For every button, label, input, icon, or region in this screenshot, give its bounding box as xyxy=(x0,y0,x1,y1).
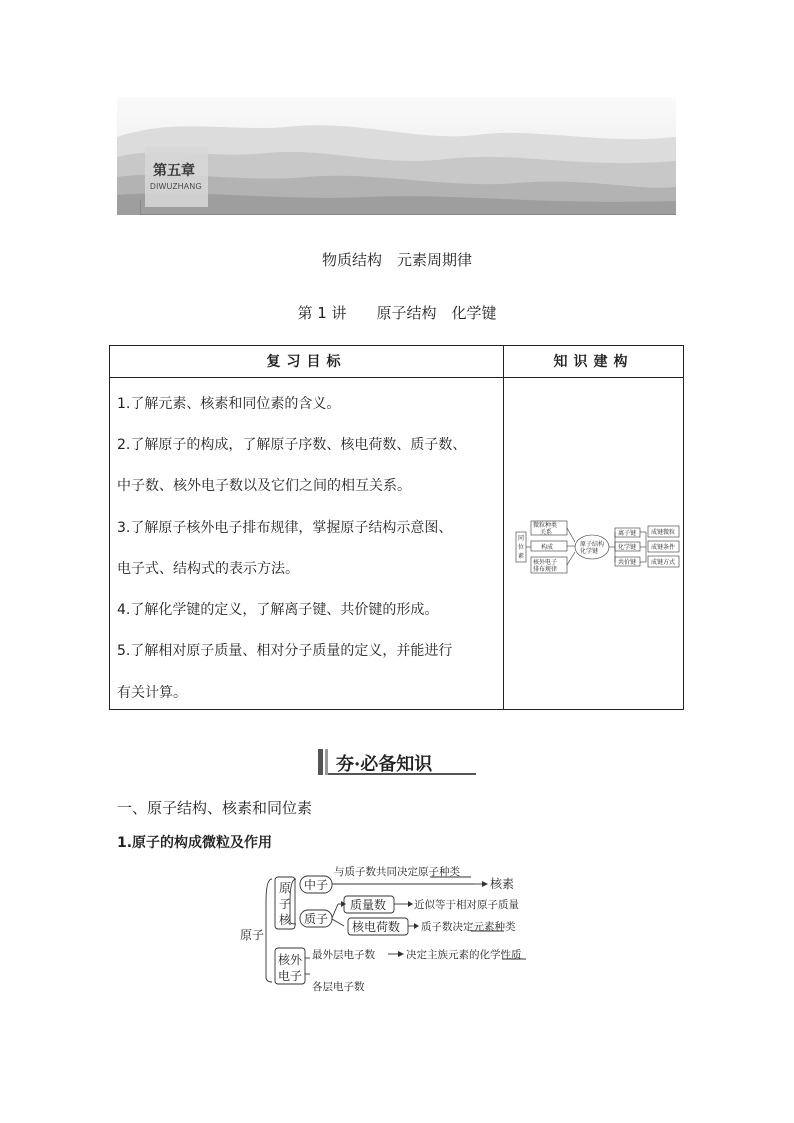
mini-map-item: 成键微粒 xyxy=(651,529,676,536)
unit-title: 物质结构 元素周期律 xyxy=(321,251,472,269)
chapter-title: 第五章 xyxy=(153,163,195,179)
diagram-approx: 近似等于相对原子质量 xyxy=(414,899,519,911)
lesson-title: 第 1 讲 原子结构 化学键 xyxy=(297,304,497,322)
diagram-decides-element: 质子数决定元素种类 xyxy=(421,921,516,933)
goal-line: 4.了解化学键的定义，了解离子键、共价键的形成。 xyxy=(117,602,439,618)
mini-map-item: 排布规律 xyxy=(533,566,558,573)
goal-line: 1.了解元素、核素和同位素的含义。 xyxy=(117,396,341,412)
goal-line: 有关计算。 xyxy=(117,685,187,701)
goal-line: 2.了解原子的构成，了解原子序数、核电荷数、质子数、 xyxy=(117,437,467,453)
mini-map-item: 构成 xyxy=(541,544,554,551)
mini-map-item: 化学键 xyxy=(618,544,637,551)
diagram-electrons-2: 电子 xyxy=(278,969,303,983)
review-goals-header: 复习目标 xyxy=(110,346,504,378)
mini-map-isotope-2: 位 xyxy=(518,544,525,551)
goal-line: 中子数、核外电子数以及它们之间的相互关系。 xyxy=(117,478,411,494)
atom-structure-diagram xyxy=(238,862,570,1000)
knowledge-map-header: 知识建构 xyxy=(504,346,683,378)
goal-line: 5.了解相对原子质量、相对分子质量的定义，并能进行 xyxy=(117,643,453,659)
mini-map-isotope-1: 同 xyxy=(518,535,525,542)
review-table xyxy=(109,345,684,710)
mini-map-item: 核外电子 xyxy=(533,559,558,566)
diagram-nucleus-3: 核 xyxy=(279,913,292,927)
section-title: 夯·必备知识 xyxy=(336,754,433,775)
diagram-electrons-1: 核外 xyxy=(278,953,303,967)
mini-map-item: 微粒种类 xyxy=(533,522,558,529)
review-goals-cell xyxy=(110,378,504,709)
goal-line: 3.了解原子核外电子排布规律，掌握原子结构示意图、 xyxy=(117,520,453,536)
diagram-decides-chem: 决定主族元素的化学性质 xyxy=(406,949,522,961)
diagram-mass-number: 质量数 xyxy=(350,898,387,912)
diagram-nucleus-2: 子 xyxy=(279,897,292,911)
diagram-text-neutron: 与质子数共同决定原子种类 xyxy=(334,866,460,878)
knowledge-map-diagram xyxy=(515,520,680,575)
mini-map-isotope-3: 素 xyxy=(518,553,525,560)
diagram-nuclide: 核素 xyxy=(490,877,515,891)
diagram-nuclear-charge: 核电荷数 xyxy=(352,920,401,934)
banner-divider-hook xyxy=(140,200,141,215)
mini-map-item: 成键方式 xyxy=(651,559,676,566)
mini-map-center: 化学键 xyxy=(580,548,599,555)
diagram-root: 原子 xyxy=(240,928,265,942)
mini-map-item: 离子键 xyxy=(618,530,637,537)
banner-divider xyxy=(140,214,676,215)
mini-map-center: 原子结构 xyxy=(580,541,605,548)
diagram-outer-electrons: 最外层电子数 xyxy=(312,949,375,961)
diagram-proton: 质子 xyxy=(304,912,329,926)
mini-map-item: 共价键 xyxy=(618,559,637,566)
diagram-layer-electrons: 各层电子数 xyxy=(312,981,365,993)
goal-line: 电子式、结构式的表示方法。 xyxy=(117,561,299,577)
mini-map-item: 关系 xyxy=(540,529,553,536)
chapter-subtitle-en: DIWUZHANG xyxy=(150,182,203,191)
mini-map-item: 成键条件 xyxy=(651,544,676,551)
heading-level-2: 1.原子的构成微粒及作用 xyxy=(117,835,273,851)
diagram-neutron: 中子 xyxy=(304,878,329,892)
diagram-nucleus-1: 原 xyxy=(279,881,292,895)
heading-level-1: 一、原子结构、核素和同位素 xyxy=(117,799,313,817)
